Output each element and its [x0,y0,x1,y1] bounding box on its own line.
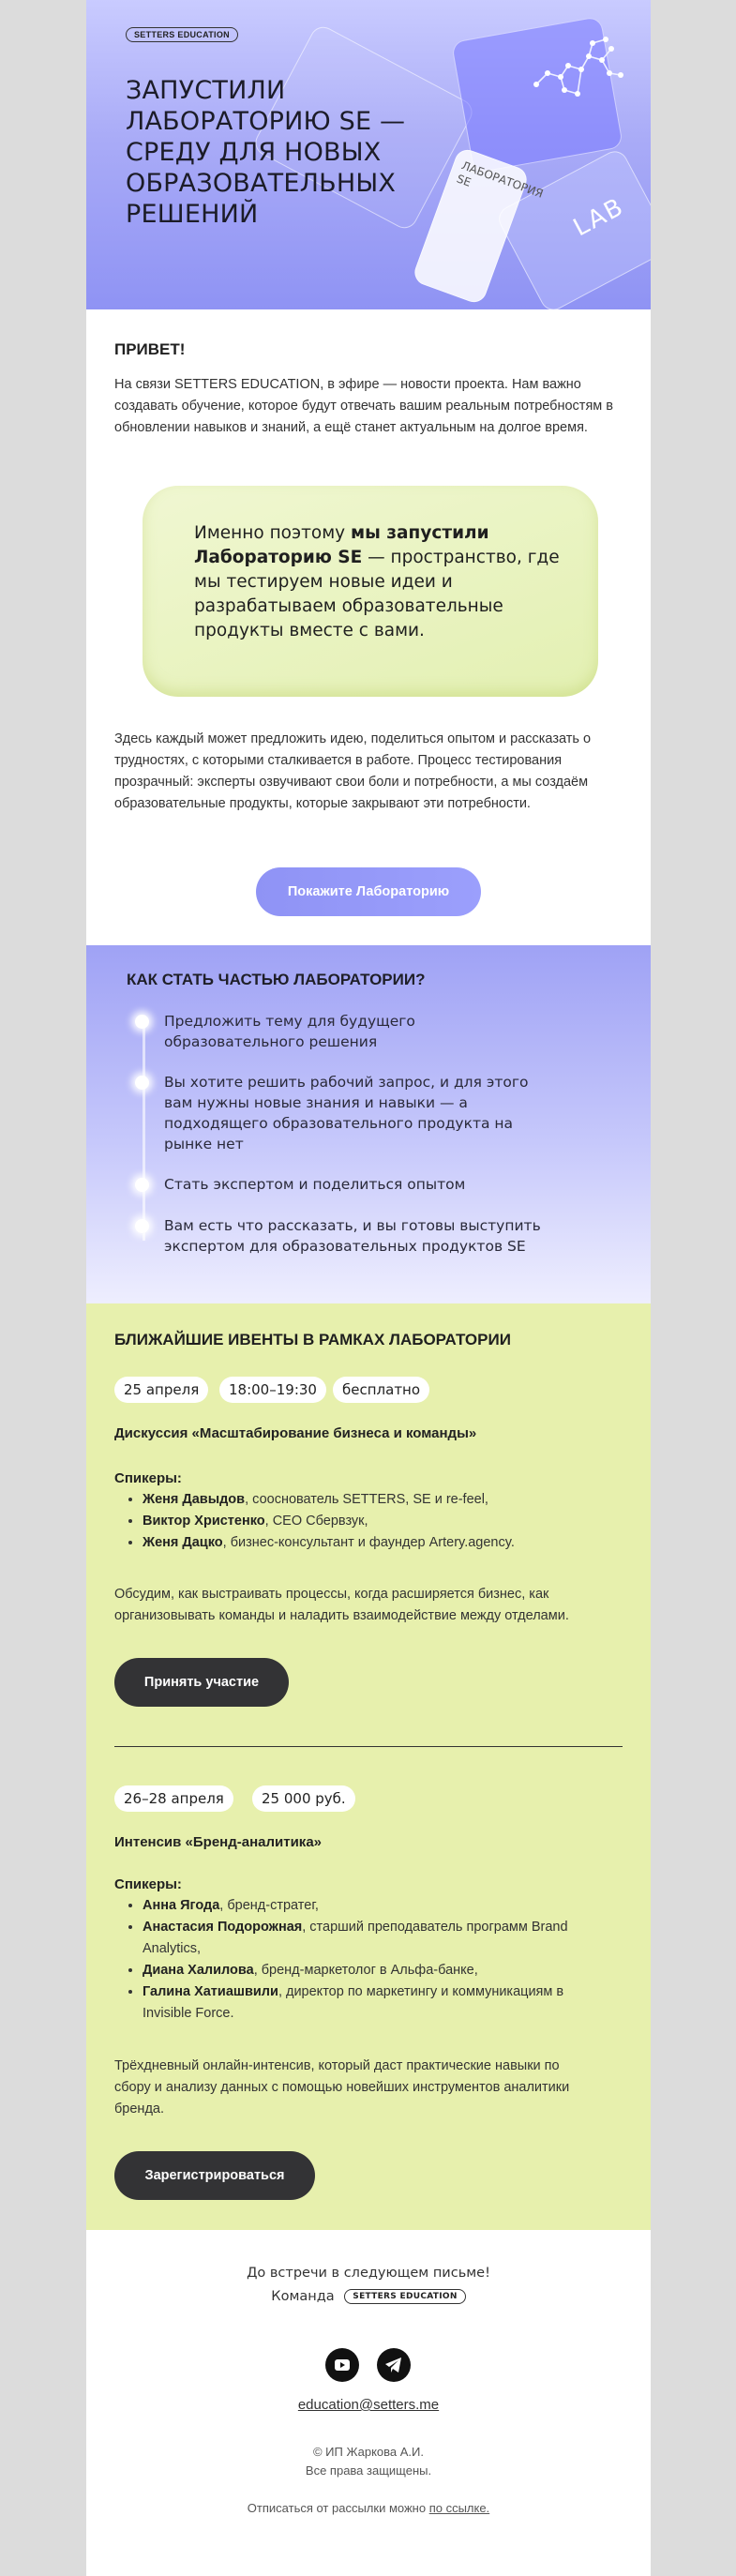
unsubscribe-text: Отписаться от рассылки можно по ссылке. [247,2501,490,2515]
brand-logo[interactable]: SETTERS EDUCATION [126,27,238,42]
speaker-item: • Анна Ягода, бренд-стратег, [143,1895,611,1917]
speaker-item: • Галина Хатиашвили, директор по маркетингу и коммуникациям в Invisible Force. [143,1981,611,2025]
speakers-label: Спикеры: [114,1876,182,1892]
join-section [86,945,651,1303]
unsubscribe-link[interactable]: по ссылке. [428,2501,490,2515]
email-page [86,0,651,2576]
bullet-dot-icon [135,1076,149,1090]
quote-highlight: мы запустили Лабораторию SE [194,523,489,567]
speakers-label: Спикеры: [114,1470,182,1486]
bullet-dot-icon [135,1015,149,1029]
list-item: Стать экспертом и поделиться опытом [164,1174,558,1195]
event-time-chip: 18:00–19:30 [219,1377,326,1403]
rights-text: Все права защищены. [305,2463,432,2478]
event-title: Интенсив «Бренд-аналитика» [114,1834,323,1850]
telegram-icon[interactable] [377,2348,411,2382]
list-item: Предложить тему для будущего образовательного решения [164,1011,558,1052]
copyright-text: © ИП Жаркова А.И. [312,2445,424,2459]
team-label: Команда [271,2289,335,2304]
bullet-dot-icon [135,1219,149,1233]
speaker-item: • Диана Халилова, бренд-маркетолог в Альфа-банке, [143,1960,611,1981]
events-heading: БЛИЖАЙШИЕ ИВЕНТЫ В РАМКАХ ЛАБОРАТОРИИ [114,1331,511,1348]
greeting: ПРИВЕТ! [114,340,186,358]
event-price-chip: бесплатно [333,1377,429,1403]
lab-description: Здесь каждый может предложить идею, поделиться опытом и рассказать о трудностях, с которыми сталкивается в работе. Процесс тестирования прозрачный: эксперты озвучивают свои боли и потребности, а мы создаём образовательные продукты, которые закрывают эти потребности. [114,731,592,811]
show-lab-button[interactable]: Покажите Лабораторию [256,867,481,916]
intro-paragraph: На связи SETTERS EDUCATION, в эфире — новости проекта. Нам важно создавать обучение, которое будут отвечать вашим реальным потребностям в обновлении навыков и знаний, а ещё станет актуальным на долгое время. [114,377,614,435]
brand-logo[interactable]: SETTERS EDUCATION [344,2289,465,2304]
divider [114,1746,623,1747]
email-link[interactable]: education@setters.me [297,2397,440,2413]
join-event-button[interactable]: Принять участие [114,1658,289,1707]
speakers-list [114,1895,611,2025]
register-button[interactable]: Зарегистрироваться [114,2151,315,2200]
speaker-item: • Женя Дацко, бизнес-консультант и фаундер Artery.agency. [143,1532,653,1554]
card-text: ЛАБОРАТОРИЯ SE [455,158,546,201]
lab-word: LAB [568,192,629,243]
speakers-list [114,1489,653,1554]
list-item: Вы хотите решить рабочий запрос, и для этого вам нужны новые знания и навыки — а подходящего образовательного продукта на рынке нет [164,1072,558,1154]
list-item: Вам есть что рассказать, и вы готовы выступить экспертом для образовательных продуктов SE [164,1215,558,1257]
molecule-icon [527,28,630,113]
event-title: Дискуссия «Масштабирование бизнеса и команды» [114,1425,477,1441]
events-section [86,1303,651,2230]
speaker-item: • Женя Давыдов, сооснователь SETTERS, SE и re-feel, [143,1489,653,1511]
join-heading: КАК СТАТЬ ЧАСТЬЮ ЛАБОРАТОРИИ? [127,971,426,988]
quote-text: Именно поэтому мы запустили Лабораторию SE — пространство, где мы тестируем новые идеи и разрабатываем образовательные продукты вместе с вами. [194,523,560,640]
speaker-item: • Виктор Христенко, CEO Сбервзук, [143,1511,653,1532]
event-description: Трёхдневный онлайн-интенсив, который даст практические навыки по сбору и анализу данных с помощью новейших инструментов аналитики бренда. [114,2058,570,2117]
hero-title: ЗАПУСТИЛИ ЛАБОРАТОРИЮ SE — СРЕДУ ДЛЯ НОВЫХ ОБРАЗОВАТЕЛЬНЫХ РЕШЕНИЙ [126,76,406,229]
event-price-chip: 25 000 руб. [252,1785,355,1812]
hero-banner [86,0,651,309]
team-line [86,2289,651,2304]
bullet-dot-icon [135,1178,149,1192]
timeline-line [143,1016,145,1241]
farewell-text: До встречи в следующем письме! [247,2266,490,2281]
footer [86,2230,651,2576]
event-date-chip: 25 апреля [114,1377,208,1403]
quote-block [143,486,598,697]
event-date-chip: 26–28 апреля [114,1785,233,1812]
event-description: Обсудим, как выстраивать процессы, когда расширяется бизнес, как организовывать команды и наладить взаимодействие между отделами. [114,1587,569,1623]
youtube-icon[interactable] [325,2348,359,2382]
speaker-item: • Анастасия Подорожная, старший преподаватель программ Brand Analytics, [143,1917,611,1960]
